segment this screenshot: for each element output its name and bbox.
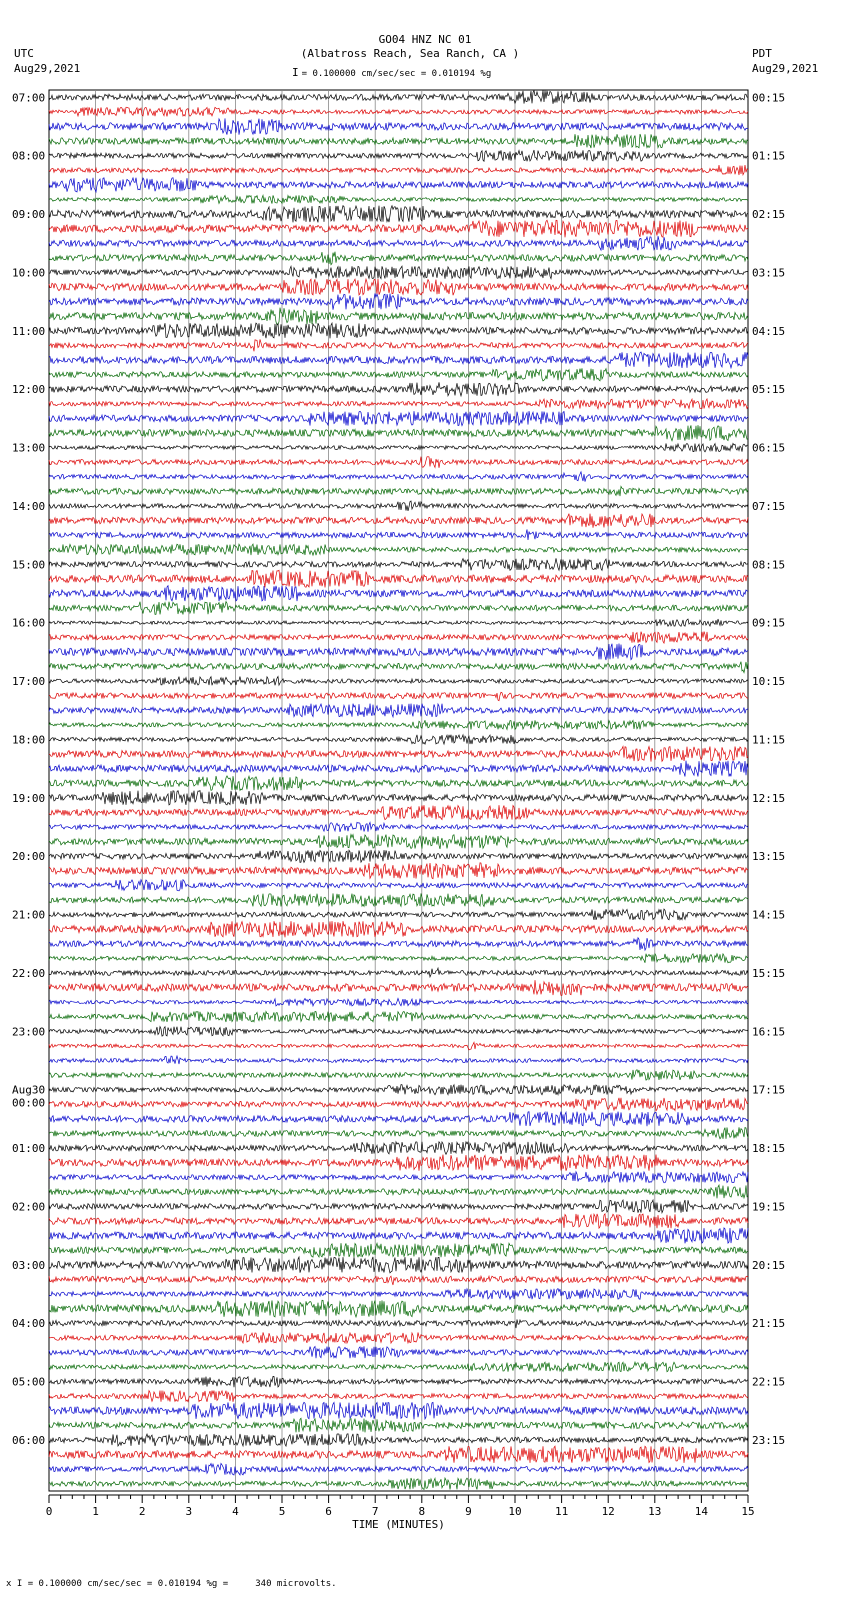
x-tick-label: 9 bbox=[465, 1505, 472, 1518]
x-tick-label: 13 bbox=[648, 1505, 662, 1518]
hour-label-right: 02:15 bbox=[752, 208, 786, 222]
x-tick-label: 1 bbox=[92, 1505, 99, 1518]
seismic-trace bbox=[49, 1346, 748, 1358]
seismic-trace bbox=[49, 791, 748, 805]
seismic-trace bbox=[49, 411, 748, 426]
hour-label-right: 03:15 bbox=[752, 266, 786, 280]
x-tick-label: 6 bbox=[325, 1505, 332, 1518]
hour-label-left: 20:00 bbox=[12, 850, 46, 864]
seismic-trace bbox=[49, 352, 748, 368]
hour-label-right: 13:15 bbox=[752, 850, 786, 864]
scale-bar-icon: x I bbox=[6, 1579, 28, 1589]
x-tick-label: 4 bbox=[232, 1505, 239, 1518]
seismic-trace bbox=[49, 602, 748, 615]
hour-label-right: 08:15 bbox=[752, 558, 786, 572]
hour-label-left: 23:00 bbox=[12, 1025, 46, 1039]
hour-label-left: 05:00 bbox=[12, 1375, 46, 1389]
seismic-trace bbox=[49, 1011, 748, 1022]
seismic-trace bbox=[49, 91, 748, 104]
seismic-trace bbox=[49, 1085, 748, 1095]
seismic-trace bbox=[49, 704, 748, 717]
station-location: (Albatross Reach, Sea Ranch, CA ) bbox=[300, 47, 520, 60]
hour-label-left: 12:00 bbox=[12, 383, 46, 397]
seismic-trace bbox=[49, 776, 748, 791]
seismic-trace bbox=[49, 134, 748, 148]
seismic-trace bbox=[49, 266, 748, 279]
seismic-trace bbox=[49, 118, 748, 134]
hour-label-left: 06:00 bbox=[12, 1433, 46, 1447]
seismic-trace bbox=[49, 425, 748, 441]
seismic-trace bbox=[49, 178, 748, 192]
seismic-trace bbox=[49, 692, 748, 700]
hour-label-right: 17:15 bbox=[752, 1083, 786, 1097]
seismic-trace bbox=[49, 1289, 748, 1300]
hour-label-left: 01:00 bbox=[12, 1142, 46, 1156]
x-tick-label: 14 bbox=[694, 1505, 709, 1518]
hour-label-right: 09:15 bbox=[752, 616, 786, 630]
seismic-trace bbox=[49, 1200, 748, 1213]
seismic-trace bbox=[49, 279, 748, 295]
hour-label-left: 07:00 bbox=[12, 91, 46, 105]
hour-label-right: 22:15 bbox=[752, 1375, 786, 1389]
hour-label-right: 23:15 bbox=[752, 1433, 786, 1447]
seismic-trace bbox=[49, 1376, 748, 1387]
hour-label-left: 21:00 bbox=[12, 908, 46, 922]
seismic-trace bbox=[49, 220, 748, 237]
scale-text: = 0.100000 cm/sec/sec = 0.010194 %g bbox=[301, 69, 492, 79]
x-tick-label: 10 bbox=[508, 1505, 522, 1518]
seismic-trace bbox=[49, 662, 748, 673]
seismic-trace bbox=[49, 1332, 748, 1343]
seismic-trace bbox=[49, 677, 748, 686]
seismic-trace bbox=[49, 1446, 748, 1463]
seismic-trace bbox=[49, 308, 748, 325]
seismic-trace bbox=[49, 1070, 748, 1080]
seismic-trace bbox=[49, 514, 748, 528]
hour-label-right: 18:15 bbox=[752, 1142, 786, 1156]
seismic-trace bbox=[49, 586, 748, 601]
seismic-trace bbox=[49, 1463, 748, 1475]
hour-label-right: 00:15 bbox=[752, 91, 786, 105]
hour-label-right: 07:15 bbox=[752, 499, 786, 513]
hour-label-right: 20:15 bbox=[752, 1258, 786, 1272]
seismic-trace bbox=[49, 150, 748, 161]
hour-label-left: 10:00 bbox=[12, 266, 46, 280]
seismic-trace bbox=[49, 236, 748, 250]
seismic-trace bbox=[49, 195, 748, 203]
x-tick-label: 12 bbox=[601, 1505, 615, 1518]
hour-label-left: Aug30 bbox=[12, 1083, 46, 1097]
seismic-trace bbox=[49, 570, 748, 587]
seismic-trace bbox=[49, 1098, 748, 1111]
hour-label-right: 05:15 bbox=[752, 383, 786, 397]
seismic-trace bbox=[49, 1228, 748, 1243]
seismic-trace bbox=[49, 1214, 748, 1228]
hour-label-left: 02:00 bbox=[12, 1200, 46, 1214]
seismic-trace bbox=[49, 1276, 748, 1285]
seismic-trace bbox=[49, 107, 748, 116]
seismic-trace bbox=[49, 1142, 748, 1155]
hour-label-right: 15:15 bbox=[752, 966, 786, 980]
hour-label-left: 18:00 bbox=[12, 733, 46, 747]
hour-label-left: 15:00 bbox=[12, 558, 46, 572]
seismic-trace bbox=[49, 558, 748, 570]
seismic-trace bbox=[49, 747, 748, 762]
seismic-trace bbox=[49, 735, 748, 744]
hour-label-left: 17:00 bbox=[12, 675, 46, 689]
seismic-trace bbox=[49, 206, 748, 223]
hour-label-right: 14:15 bbox=[752, 908, 786, 922]
x-tick-label: 3 bbox=[185, 1505, 193, 1518]
seismic-trace bbox=[49, 1257, 748, 1273]
seismic-trace bbox=[49, 805, 748, 819]
seismic-trace bbox=[49, 252, 748, 265]
seismic-trace bbox=[49, 1300, 748, 1317]
seismic-trace bbox=[49, 921, 748, 937]
seismic-trace bbox=[49, 632, 748, 644]
seismic-trace bbox=[49, 457, 748, 468]
seismic-trace bbox=[49, 486, 748, 496]
seismic-trace bbox=[49, 293, 748, 309]
seismic-trace bbox=[49, 339, 748, 351]
left-date: Aug29,2021 bbox=[14, 62, 81, 75]
seismic-trace bbox=[49, 980, 748, 995]
seismic-trace bbox=[49, 323, 748, 338]
x-tick-label: 8 bbox=[418, 1505, 426, 1518]
hour-label-left: 19:00 bbox=[12, 791, 46, 805]
seismic-trace bbox=[49, 1027, 748, 1037]
hour-label-left: 11:00 bbox=[12, 324, 46, 338]
seismic-trace bbox=[49, 399, 748, 409]
x-tick-label: 2 bbox=[138, 1505, 146, 1518]
seismic-trace bbox=[49, 1402, 748, 1419]
seismic-trace bbox=[49, 998, 748, 1006]
seismic-trace bbox=[49, 544, 748, 555]
hour-label-right: 12:15 bbox=[752, 791, 786, 805]
seismic-trace bbox=[49, 1418, 748, 1432]
hour-label-left: 16:00 bbox=[12, 616, 46, 630]
seismic-trace bbox=[49, 1042, 748, 1050]
seismic-trace bbox=[49, 1362, 748, 1372]
seismic-trace bbox=[49, 472, 748, 482]
seismic-trace bbox=[49, 1391, 748, 1402]
right-date: Aug29,2021 bbox=[752, 62, 819, 75]
hour-label-left: 00:00 bbox=[12, 1096, 46, 1110]
x-tick-label: 5 bbox=[278, 1505, 286, 1518]
x-tick-label: 15 bbox=[741, 1505, 755, 1518]
hour-label-left: 22:00 bbox=[12, 966, 46, 980]
x-tick-label: 11 bbox=[554, 1505, 569, 1518]
x-tick-label: 7 bbox=[371, 1505, 379, 1518]
seismic-trace bbox=[49, 1056, 748, 1064]
hour-label-left: 13:00 bbox=[12, 441, 46, 455]
hour-label-right: 06:15 bbox=[752, 441, 786, 455]
footer-scale-text: = 0.100000 cm/sec/sec = 0.010194 %g = 340 microvolts. bbox=[27, 1579, 337, 1589]
seismic-trace bbox=[49, 1185, 748, 1198]
seismic-trace bbox=[49, 835, 748, 849]
x-axis-label: TIME (MINUTES) bbox=[352, 1518, 445, 1531]
seismic-trace bbox=[49, 909, 748, 920]
seismic-trace bbox=[49, 619, 748, 626]
seismic-trace bbox=[49, 1127, 748, 1139]
seismic-trace bbox=[49, 720, 748, 729]
seismic-trace bbox=[49, 529, 748, 540]
hour-label-right: 11:15 bbox=[752, 733, 786, 747]
seismic-trace bbox=[49, 968, 748, 977]
seismic-trace bbox=[49, 1478, 748, 1490]
seismic-trace bbox=[49, 893, 748, 906]
seismic-trace bbox=[49, 165, 748, 175]
seismic-trace bbox=[49, 501, 748, 511]
right-timezone: PDT bbox=[752, 47, 772, 60]
hour-label-right: 16:15 bbox=[752, 1025, 786, 1039]
x-tick-label: 0 bbox=[45, 1505, 53, 1518]
hour-label-right: 19:15 bbox=[752, 1200, 786, 1214]
hour-label-right: 04:15 bbox=[752, 324, 786, 338]
seismic-trace bbox=[49, 850, 748, 863]
seismic-trace bbox=[49, 954, 748, 963]
seismic-trace bbox=[49, 1155, 748, 1171]
hour-label-right: 21:15 bbox=[752, 1317, 786, 1331]
seismic-trace bbox=[49, 368, 748, 381]
seismic-trace bbox=[49, 1172, 748, 1183]
seismic-trace bbox=[49, 1112, 748, 1127]
seismic-trace bbox=[49, 644, 748, 661]
hour-label-left: 14:00 bbox=[12, 499, 46, 513]
hour-label-left: 08:00 bbox=[12, 149, 46, 163]
seismic-trace bbox=[49, 938, 748, 950]
seismic-trace bbox=[49, 443, 748, 451]
hour-label-right: 01:15 bbox=[752, 149, 786, 163]
seismic-trace bbox=[49, 1434, 748, 1446]
station-title: GO04 HNZ NC 01 bbox=[378, 33, 472, 46]
seismic-trace bbox=[49, 880, 748, 891]
hour-label-left: 09:00 bbox=[12, 208, 46, 222]
seismic-trace bbox=[49, 1243, 748, 1257]
seismic-trace bbox=[49, 863, 748, 879]
seismic-trace bbox=[49, 1319, 748, 1328]
left-timezone: UTC bbox=[14, 47, 34, 60]
hour-label-left: 03:00 bbox=[12, 1258, 46, 1272]
scale-bar-icon: I bbox=[292, 66, 299, 79]
seismic-trace bbox=[49, 761, 748, 777]
seismic-trace bbox=[49, 382, 748, 396]
hour-label-left: 04:00 bbox=[12, 1317, 46, 1331]
hour-label-right: 10:15 bbox=[752, 675, 786, 689]
seismic-trace bbox=[49, 822, 748, 832]
